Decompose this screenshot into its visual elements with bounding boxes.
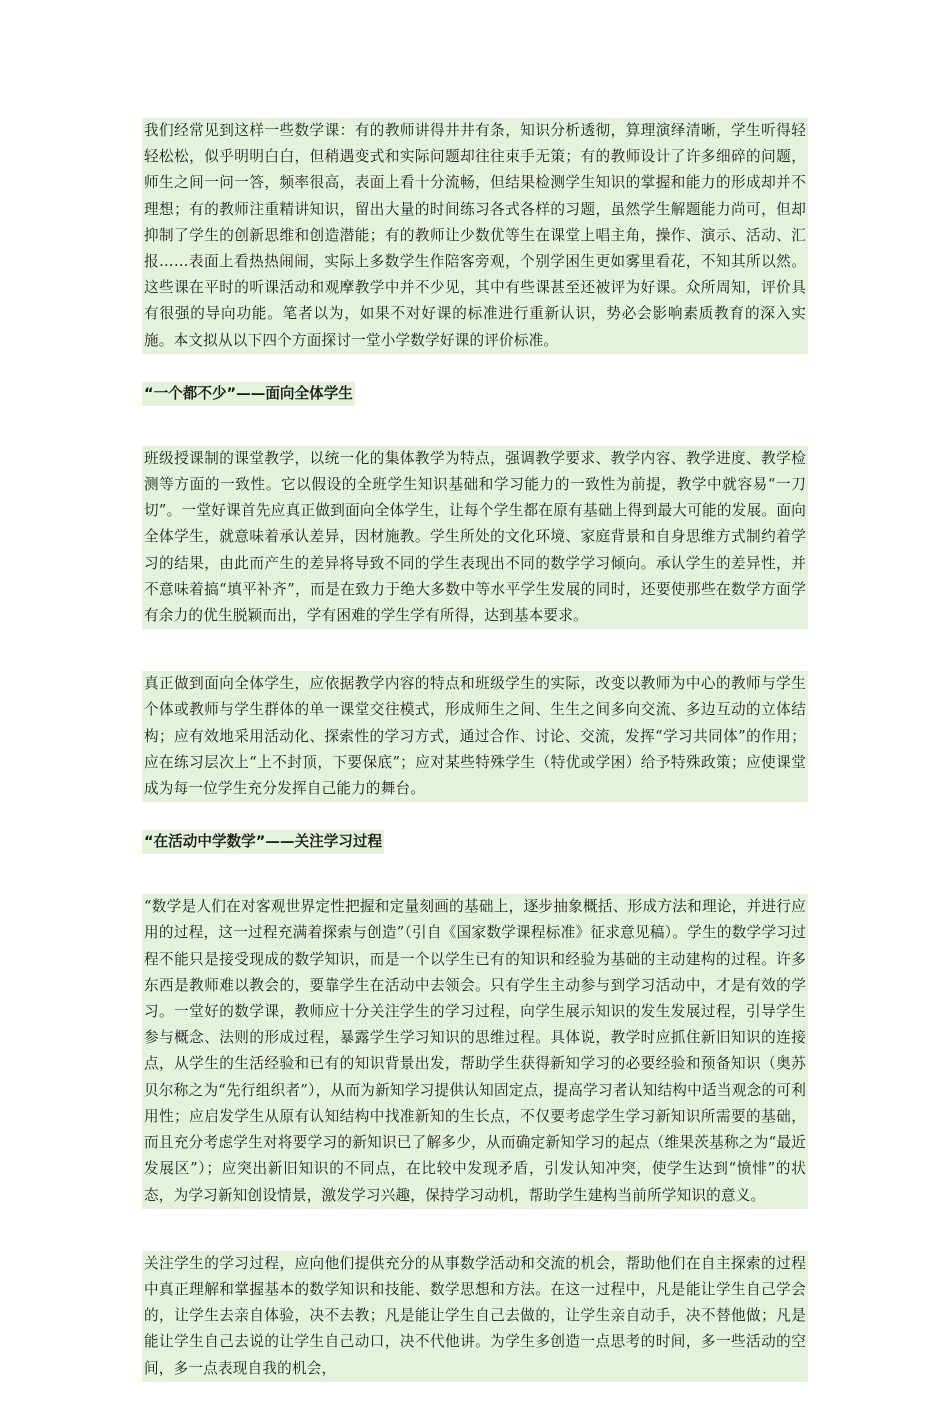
paragraph-activity-opportunities: 关注学生的学习过程，应向他们提供充分的从事数学活动和交流的机会，帮助他们在自主探索的过程中真正理解和掌握基本的数学知识和技能、数学思想和方法。在这一过程中，凡是能让学生自己学会的，让学生去亲自体验，决不去教；凡是能让学生自己去做的，让学生亲自动手，决不替他做；凡是能让学生自己去说的让学生自己动口，决不代他讲。为学生多创造一点思考的时间，多一些活动的空间，多一点表现自我的机会， [142, 1251, 808, 1382]
section-heading-1-wrap [142, 382, 808, 426]
paragraph-math-learning-process: “数学是人们在对客观世界定性把握和定量刻画的基础上，逐步抽象概括、形成方法和理论，并进行应用的过程，这一过程充满着探索与创造”（引自《国家数学课程标准》征求意见稿）。学生的数学学习过程不能只是接受现成的数学知识，而是一个以学生已有的知识和经验为基础的主动建构的过程。许多东西是教师难以教会的，要靠学生在活动中去领会。只有学生主动参与到学习活动中，才是有效的学习。一堂好的数学课，教师应十分关注学生的学习过程，向学生展示知识的发生发展过程，引导学生参与概念、法则的形成过程，暴露学生学习知识的思维过程。具体说，教学时应抓住新旧知识的连接点，从学生的生活经验和已有的知识背景出发，帮助学生获得新知学习的必要经验和预备知识（奥苏贝尔称之为“先行组织者”），从而为新知学习提供认知固定点，提高学习者认知结构中适当观念的可利用性；应启发学生从原有认知结构中找准新知的生长点，不仅要考虑学生学习新知识所需要的基础，而且充分考虑学生对将要学习的新知识已了解多少，从而确定新知学习的起点（维果茨基称之为“最近发展区”）；应突出新旧知识的不同点，在比较中发现矛盾，引发认知冲突，使学生达到“愤悱”的状态，为学习新知创设情景，激发学习兴趣，保持学习动机，帮助学生建构当前所学知识的意义。 [142, 894, 808, 1208]
paragraph-all-students-methods: 真正做到面向全体学生，应依据教学内容的特点和班级学生的实际，改变以教师为中心的教师与学生个体或教师与学生群体的单一课堂交往模式，形成师生之间、生生之间多向交流、多边互动的立体结构；应有效地采用活动化、探索性的学习方式，通过合作、讨论、交流，发挥“学习共同体”的作用；应在练习层次上“上不封顶，下要保底”；应对某些特殊学生（特优或学困）给予特殊政策；应使课堂成为每一位学生充分发挥自己能力的舞台。 [142, 671, 808, 802]
section-heading-learning-process: “在活动中学数学”——关注学习过程 [142, 830, 384, 854]
paragraph-class-teaching: 班级授课制的课堂教学，以统一化的集体教学为特点，强调教学要求、教学内容、教学进度、教学检测等方面的一致性。它以假设的全班学生知识基础和学习能力的一致性为前提，教学中就容易“一刀切”。一堂好课首先应真正做到面向全体学生，让每个学生都在原有基础上得到最大可能的发展。面向全体学生，就意味着承认差异，因材施教。学生所处的文化环境、家庭背景和自身思维方式制约着学习的结果，由此而产生的差异将导致不同的学生表现出不同的数学学习倾向。承认学生的差异性，并不意味着搞“填平补齐”，而是在致力于绝大多数中等水平学生发展的同时，还要使那些在数学方面学有余力的优生脱颖而出，学有困难的学生学有所得，达到基本要求。 [142, 446, 808, 629]
section-heading-all-students: “一个都不少”——面向全体学生 [142, 382, 355, 406]
section-heading-2-wrap [142, 830, 808, 874]
paragraph-intro: 我们经常见到这样一些数学课：有的教师讲得井井有条，知识分析透彻，算理演绎清晰，学生听得轻轻松松，似乎明明白白，但稍遇变式和实际问题却往往束手无策；有的教师设计了许多细碎的问题，师生之间一问一答，频率很高，表面上看十分流畅，但结果检测学生知识的掌握和能力的形成却并不理想；有的教师注重精讲知识，留出大量的时间练习各式各样的习题，虽然学生解题能力尚可，但却抑制了学生的创新思维和创造潜能；有的教师让少数优等生在课堂上唱主角，操作、演示、活动、汇报……表面上看热热闹闹，实际上多数学生作陪客旁观，个别学困生更如雾里看花，不知其所以然。这些课在平时的听课活动和观摩教学中并不少见，其中有些课甚至还被评为好课。众所周知，评价具有很强的导向功能。笔者以为，如果不对好课的标准进行重新认识，势必会影响素质教育的深入实施。本文拟从以下四个方面探讨一堂小学数学好课的评价标准。 [142, 118, 808, 354]
document-page [142, 118, 808, 1424]
